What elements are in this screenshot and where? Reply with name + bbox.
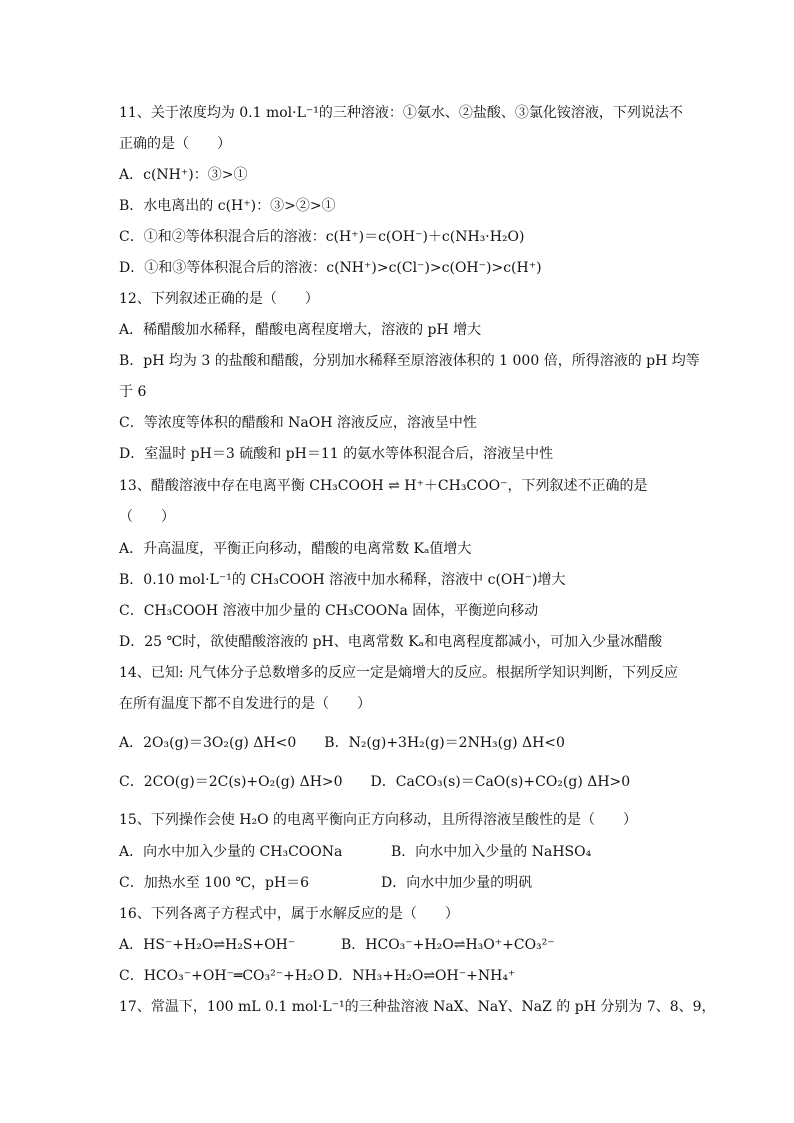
q13-stem-line2: （ ） [119,509,175,525]
q16-option-a: A．HS⁻+H₂O⇌H₂S+OH⁻ [119,937,296,953]
q15-option-a: A．向水中加入少量的 CH₃COONa [119,844,343,860]
q16-option-d: D．NH₃+H₂O⇌OH⁻+NH₄⁺ [327,968,516,984]
q11-option-c: C．①和②等体积混合后的溶液：c(H⁺)＝c(OH⁻)＋c(NH₃·H₂O) [119,229,525,245]
q15-option-c: C．加热水至 100 ℃，pH＝6 [119,875,310,891]
q11-option-a: A．c(NH⁺)：③>① [119,167,248,183]
q16-option-c: C．HCO₃⁻+OH⁻═CO₃²⁻+H₂O [119,968,325,984]
q15-stem: 15、下列操作会使 H₂O 的电离平衡向正方向移动，且所得溶液呈酸性的是（ ） [119,812,638,828]
q13-option-b: B．0.10 mol·L⁻¹的 CH₃COOH 溶液中加水稀释，溶液中 c(OH⁻)增大 [119,572,566,588]
q16-option-b: B．HCO₃⁻+H₂O⇌H₃O⁺+CO₃²⁻ [341,937,555,953]
q13-option-a: A．升高温度，平衡正向移动，醋酸的电离常数 Kₐ值增大 [119,541,472,557]
q11-stem-line2: 正确的是（ ） [119,136,231,152]
q12-option-a: A．稀醋酸加水稀释，醋酸电离程度增大，溶液的 pH 增大 [119,322,482,338]
q17-stem: 17、常温下，100 mL 0.1 mol·L⁻¹的三种盐溶液 NaX、NaY、NaZ 的 pH 分别为 7、8、9， [119,999,716,1015]
q15-option-d: D．向水中加少量的明矾 [381,875,533,891]
q11-stem-line1: 11、关于浓度均为 0.1 mol·L⁻¹的三种溶液：①氨水、②盐酸、③氯化铵溶液，下列说法不 [119,105,683,121]
q12-option-d: D．室温时 pH＝3 硫酸和 pH＝11 的氨水等体积混合后，溶液呈中性 [119,446,554,462]
q13-option-c: C．CH₃COOH 溶液中加少量的 CH₃COONa 固体，平衡逆向移动 [119,603,539,619]
q12-option-c: C．等浓度等体积的醋酸和 NaOH 溶液反应，溶液呈中性 [119,415,477,431]
q12-option-b-cont: 于 6 [119,384,147,400]
q13-option-d: D．25 ℃时，欲使醋酸溶液的 pH、电离常数 Kₐ和电离程度都减小，可加入少量冰醋酸 [119,634,663,650]
q13-stem-line1: 13、醋酸溶液中存在电离平衡 CH₃COOH ⇌ H⁺＋CH₃COO⁻，下列叙述不正确的是 [119,478,648,494]
q12-option-b: B．pH 均为 3 的盐酸和醋酸，分别加水稀释至原溶液体积的 1 000 倍，所得溶液的 pH 均等 [119,353,700,369]
q15-option-b: B．向水中加入少量的 NaHSO₄ [391,844,592,860]
q14-stem-line2: 在所有温度下都不自发进行的是（ ） [119,696,371,712]
q16-stem: 16、下列各离子方程式中，属于水解反应的是（ ） [119,906,459,922]
q12-stem: 12、下列叙述正确的是（ ） [119,291,319,307]
q11-option-d: D．①和③等体积混合后的溶液：c(NH⁺)>c(Cl⁻)>c(OH⁻)>c(H⁺) [119,260,542,276]
q14-options-cd: C．2CO(g)＝2C(s)+O₂(g) ΔH>0 D．CaCO₃(s)＝CaO(s)+CO₂(g) ΔH>0 [119,774,631,790]
q14-options-ab: A．2O₃(g)＝3O₂(g) ΔH<0 B．N₂(g)+3H₂(g)＝2NH₃(g) ΔH<0 [119,735,565,751]
q11-option-b: B．水电离出的 c(H⁺)：③>②>① [119,198,336,214]
q14-stem-line1: 14、已知: 凡气体分子总数增多的反应一定是熵增大的反应。根据所学知识判断，下列反应 [119,665,678,681]
